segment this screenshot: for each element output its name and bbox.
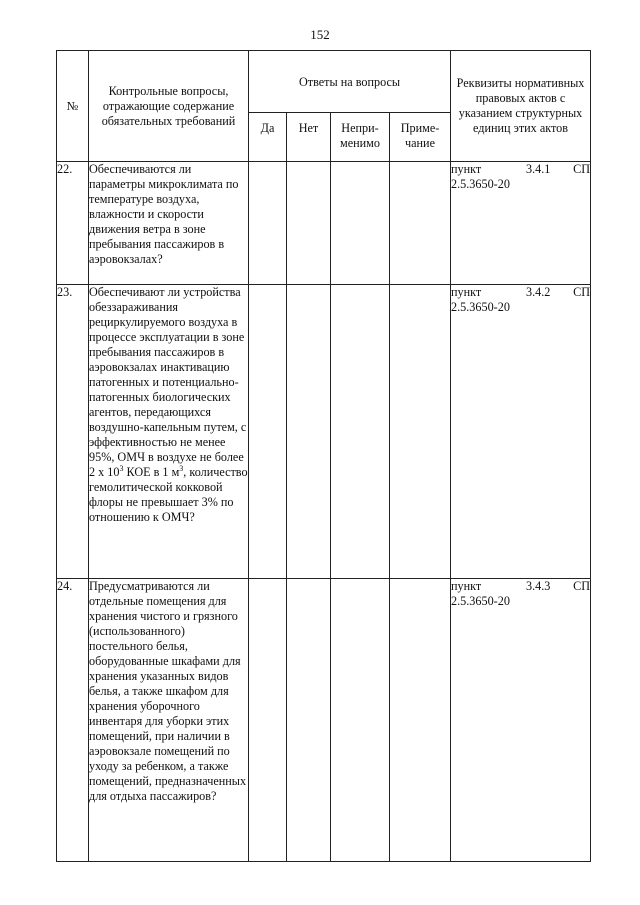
header-no: Нет [287, 113, 331, 162]
header-requisites: Реквизиты нормативных правовых актов с указанием структурных единиц этих актов [451, 51, 591, 162]
table-row [57, 162, 591, 285]
answer-note-cell[interactable] [390, 579, 451, 862]
answer-no-cell[interactable] [287, 285, 331, 579]
page-number: 152 [310, 27, 330, 42]
ref-code: СП [573, 579, 590, 593]
answer-note-cell[interactable] [390, 285, 451, 579]
row-question: Обеспечивают ли устройства обеззараживания рециркулируемого воздуха в процессе эксплуатации в зоне пребывания пассажиров в аэровокзалах инактивацию патогенных и потенциально-патогенных биологических агентов, передающихся воздушно-капельным путем, с эффективностью не менее 95%, ОМЧ в воздухе не более 2 х $10^3$ КОЕ в 1 $м^3$, количество гемолитической кокковой флоры не превышает 3% по отношению к ОМЧ? [89, 285, 249, 579]
table-row [57, 579, 591, 862]
answer-not-applicable-cell[interactable] [331, 285, 390, 579]
answer-not-applicable-cell[interactable] [331, 579, 390, 862]
ref-code: СП [573, 162, 590, 176]
header-yes: Да [249, 113, 287, 162]
header-not-applicable: Непри- менимо [331, 113, 390, 162]
answer-yes-cell[interactable] [249, 285, 287, 579]
header-note: Приме- чание [390, 113, 451, 162]
ref-word: пункт [451, 162, 482, 176]
row-question: Обеспечиваются ли параметры микроклимата по температуре воздуха, влажности и скорости движения ветра в зоне пребывания пассажиров в аэровокзалах? [89, 162, 249, 285]
ref-number: 3.4.2 [525, 285, 551, 299]
row-reference [451, 285, 591, 579]
ref-number: 3.4.1 [525, 162, 551, 176]
row-number: 24. [57, 579, 89, 862]
table-row [57, 285, 591, 579]
row-question: Предусматриваются ли отдельные помещения для хранения чистого и грязного (использованного) постельного белья, оборудованные шкафами для хранения указанных видов белья, а также шкафом для хранения уборочного инвентаря для уборки этих помещений, при наличии в аэровокзале помещений по уходу за ребенком, а также помещений, предназначенных для отдыха пассажиров? [89, 579, 249, 862]
header-answers: Ответы на вопросы [249, 51, 451, 113]
ref-number: 3.4.3 [525, 579, 551, 593]
ref-document: 2.5.3650-20 [451, 300, 510, 314]
ref-code: СП [573, 285, 590, 299]
checklist-table [56, 50, 591, 862]
row-reference [451, 579, 591, 862]
ref-document: 2.5.3650-20 [451, 594, 510, 608]
answer-yes-cell[interactable] [249, 579, 287, 862]
header-question: Контрольные вопросы, отражающие содержание обязательных требований [89, 51, 249, 162]
answer-note-cell[interactable] [390, 162, 451, 285]
row-number: 22. [57, 162, 89, 285]
header-number: № [57, 51, 89, 162]
ref-document: 2.5.3650-20 [451, 177, 510, 191]
row-number: 23. [57, 285, 89, 579]
ref-word: пункт [451, 579, 482, 593]
answer-no-cell[interactable] [287, 162, 331, 285]
answer-no-cell[interactable] [287, 579, 331, 862]
answer-not-applicable-cell[interactable] [331, 162, 390, 285]
row-reference [451, 162, 591, 285]
ref-word: пункт [451, 285, 482, 299]
answer-yes-cell[interactable] [249, 162, 287, 285]
